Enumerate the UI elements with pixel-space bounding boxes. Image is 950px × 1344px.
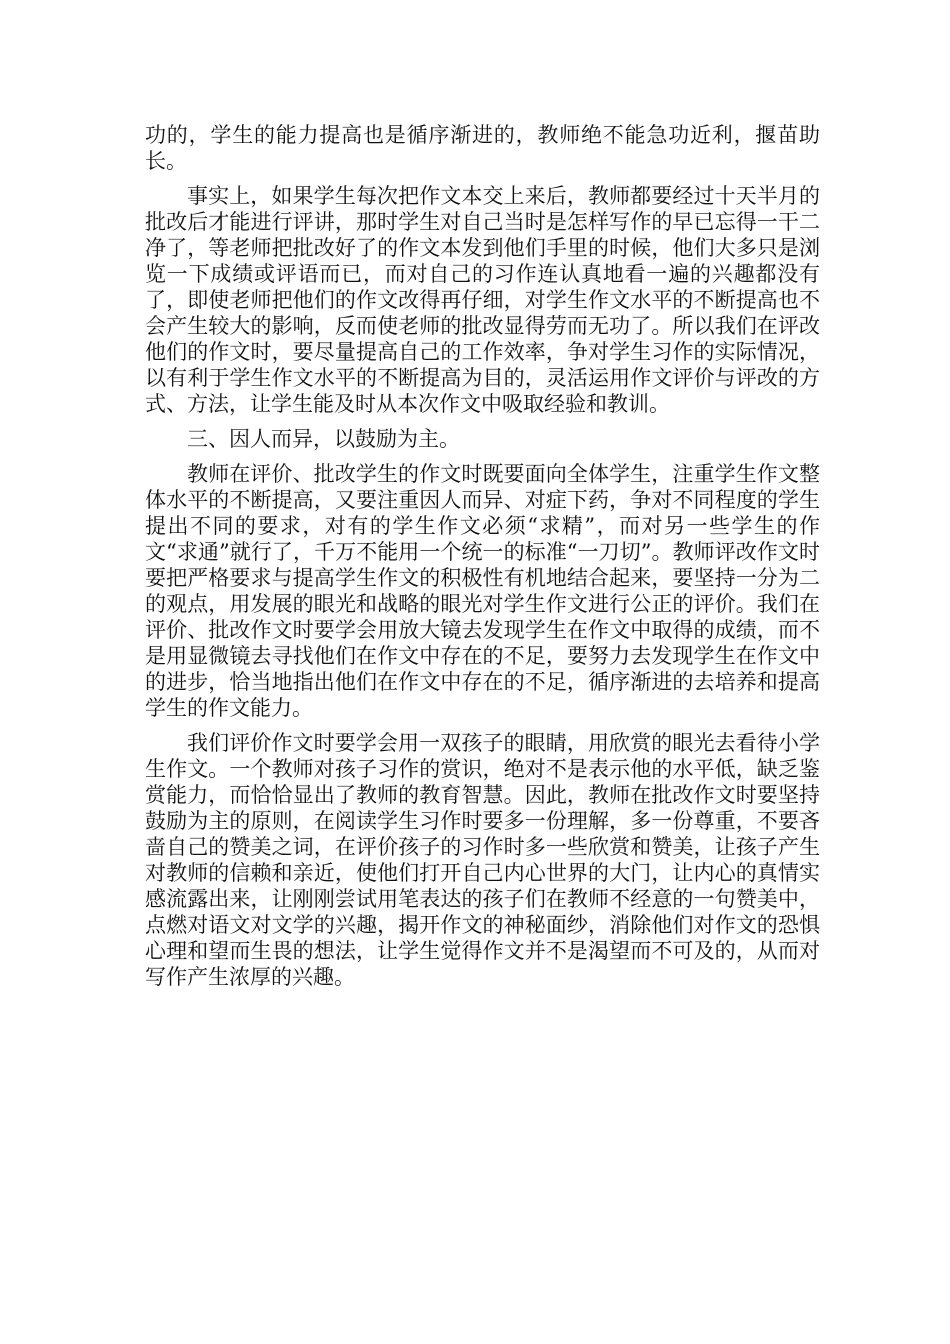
paragraph-grading-efficiency: 事实上，如果学生每次把作文本交上来后，教师都要经过十天半月的批改后才能进行评讲，那时学生对自己当时是怎样写作的早已忘得一干二净了，等老师把批改好了的作文本发到他们手里的时候，他们大多只是浏览一下成绩或评语而已，而对自己的习作连认真地看一遍的兴趣都没有了，即使老师把他们的作文改得再仔细，对学生作文水平的不断提高也不会产生较大的影响，反而使老师的批改显得劳而无功了。所以我们在评改他们的作文时，要尽量提高自己的工作效率，争对学生习作的实际情况，以有利于学生作文水平的不断提高为目的，灵活运用作文评价与评改的方式、方法，让学生能及时从本次作文中吸取经验和教训。 bbox=[145, 184, 820, 416]
paragraph-encouragement: 我们评价作文时要学会用一双孩子的眼睛，用欣赏的眼光去看待小学生作文。一个教师对孩子习作的赏识，绝对不是表示他的水平低，缺乏鉴赏能力，而恰恰显出了教师的教育智慧。因此，教师在批改作文时要坚持鼓励为主的原则，在阅读学生习作时要多一份理解，多一份尊重，不要吝啬自己的赞美之词，在评价孩子的习作时多一些欣赏和赞美，让孩子产生对教师的信赖和亲近，使他们打开自己内心世界的大门，让内心的真情实感流露出来，让刚刚尝试用笔表达的孩子们在教师不经意的一句赞美中，点燃对语文对文学的兴趣，揭开作文的神秘面纱，消除他们对作文的恐惧心理和望而生畏的想法，让学生觉得作文并不是渴望而不可及的，从而对写作产生浓厚的兴趣。 bbox=[145, 731, 820, 989]
document-body bbox=[145, 122, 820, 999]
paragraph-individual-differences: 教师在评价、批改学生的作文时既要面向全体学生，注重学生作文整体水平的不断提高，又要注重因人而异、对症下药，争对不同程度的学生提出不同的要求，对有的学生作文必须“求精”，而对另一些学生的作文“求通”就行了，千万不能用一个统一的标准“一刀切”。教师评改作文时要把严格要求与提高学生作文的积极性有机地结合起来，要坚持一分为二的观点，用发展的眼光和战略的眼光对学生作文进行公正的评价。我们在评价、批改作文时要学会用放大镜去发现学生在作文中取得的成绩，而不是用显微镜去寻找他们在作文中存在的不足，要努力去发现学生在作文中的进步，恰当地指出他们在作文中存在的不足，循序渐进的去培养和提高学生的作文能力。 bbox=[145, 462, 820, 720]
section-heading: 三、因人而异，以鼓励为主。 bbox=[187, 427, 460, 451]
paragraph-continuation: 功的，学生的能力提高也是循序渐进的，教师绝不能急功近利，揠苗助长。 bbox=[145, 123, 820, 173]
